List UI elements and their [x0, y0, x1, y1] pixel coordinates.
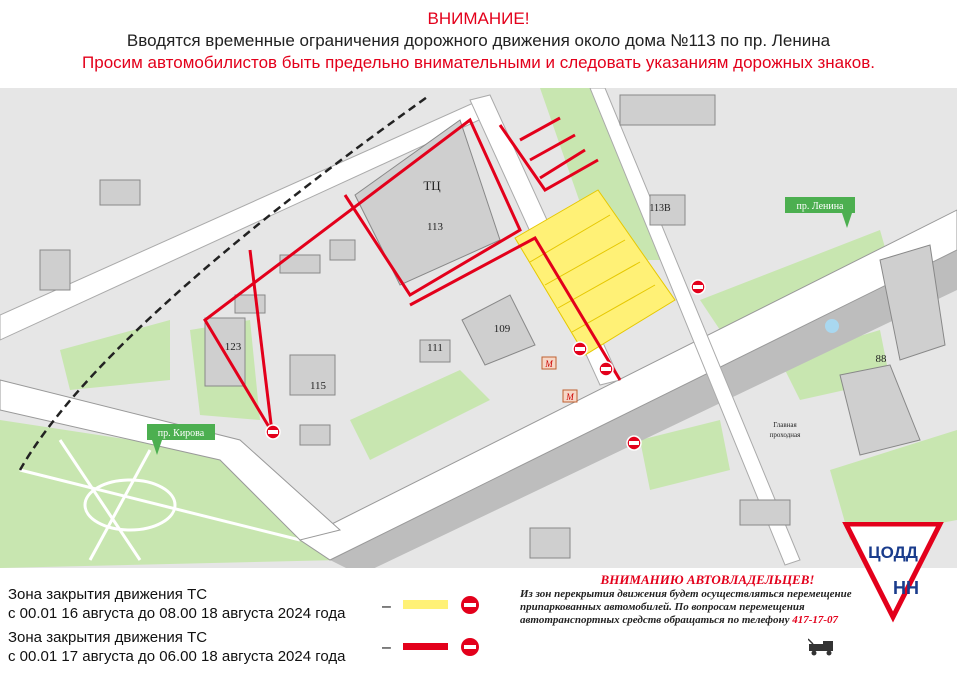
- no-entry-icon: [627, 436, 641, 450]
- label-tc: ТЦ: [423, 178, 441, 193]
- header: [0, 8, 957, 74]
- building-small-6: [740, 500, 790, 525]
- legend-dash: –: [382, 639, 391, 656]
- logo-top: ЦОДД: [868, 543, 918, 562]
- stop-label-lenina: пр. Ленина: [796, 201, 844, 212]
- logo-bottom: НН: [893, 578, 919, 598]
- legend-item-red: [8, 628, 345, 666]
- building-north-east: [620, 95, 715, 125]
- warning-title: ВНИМАНИЕ!: [427, 9, 530, 28]
- no-entry-icon: [599, 362, 613, 376]
- building-small-3: [330, 240, 355, 260]
- legend-yellow-swatch: [403, 600, 448, 609]
- label-113v: 113В: [649, 203, 671, 214]
- legend-red-line1: Зона закрытия движения ТС: [8, 629, 208, 646]
- building-small-4: [300, 425, 330, 445]
- legend-item-yellow: [8, 585, 345, 623]
- pond: [825, 319, 839, 333]
- street-map: [0, 88, 957, 568]
- metro-letter: М: [545, 359, 553, 369]
- building-small-7: [100, 180, 140, 205]
- building-small-8: [40, 250, 70, 290]
- legend-yellow-line1: Зона закрытия движения ТС: [8, 586, 208, 603]
- label-prohodnaya: проходная: [769, 431, 801, 439]
- no-entry-icon: [691, 280, 705, 294]
- no-entry-icon: [461, 596, 479, 614]
- legend-symbols: [378, 592, 488, 662]
- building-small-5: [530, 528, 570, 558]
- no-entry-icon: [573, 342, 587, 356]
- legend-red-line2: с 00.01 17 августа до 06.00 18 августа 2024 года: [8, 648, 346, 665]
- notice-text: Из зон перекрытия движения будет осуществляться перемещение припаркованных автомобилей. По вопросам перемещения автотранспортных средств обращаться по телефону: [520, 588, 852, 626]
- legend-yellow-line2: с 00.01 16 августа до 08.00 18 августа 2024 года: [8, 605, 346, 622]
- label-88: 88: [875, 353, 887, 365]
- codd-logo: [838, 522, 948, 627]
- legend-red-swatch: [403, 643, 448, 650]
- metro-letter: М: [566, 392, 574, 402]
- stop-label-kirova: пр. Кирова: [157, 428, 205, 439]
- no-entry-icon: [266, 425, 280, 439]
- legend-dash: –: [382, 598, 391, 615]
- warning-subtitle: Вводятся временные ограничения дорожного движения около дома №113 по пр. Ленина: [126, 31, 831, 50]
- label-111: 111: [427, 342, 443, 354]
- no-entry-icon: [461, 638, 479, 656]
- label-109: 109: [493, 323, 511, 335]
- building-small-2: [235, 295, 265, 313]
- label-glavnaya: Главная: [773, 421, 797, 429]
- warning-request: Просим автомобилистов быть предельно внимательными и следовать указаниям дорожных знаков.: [82, 53, 875, 72]
- label-113: 113: [426, 221, 444, 233]
- label-115: 115: [309, 380, 327, 392]
- notice-title: ВНИМАНИЮ АВТОВЛАДЕЛЬЦЕВ!: [600, 572, 815, 587]
- tow-truck-icon: [808, 638, 842, 656]
- label-123: 123: [224, 341, 242, 353]
- notice-phone: 417-17-07: [792, 614, 839, 626]
